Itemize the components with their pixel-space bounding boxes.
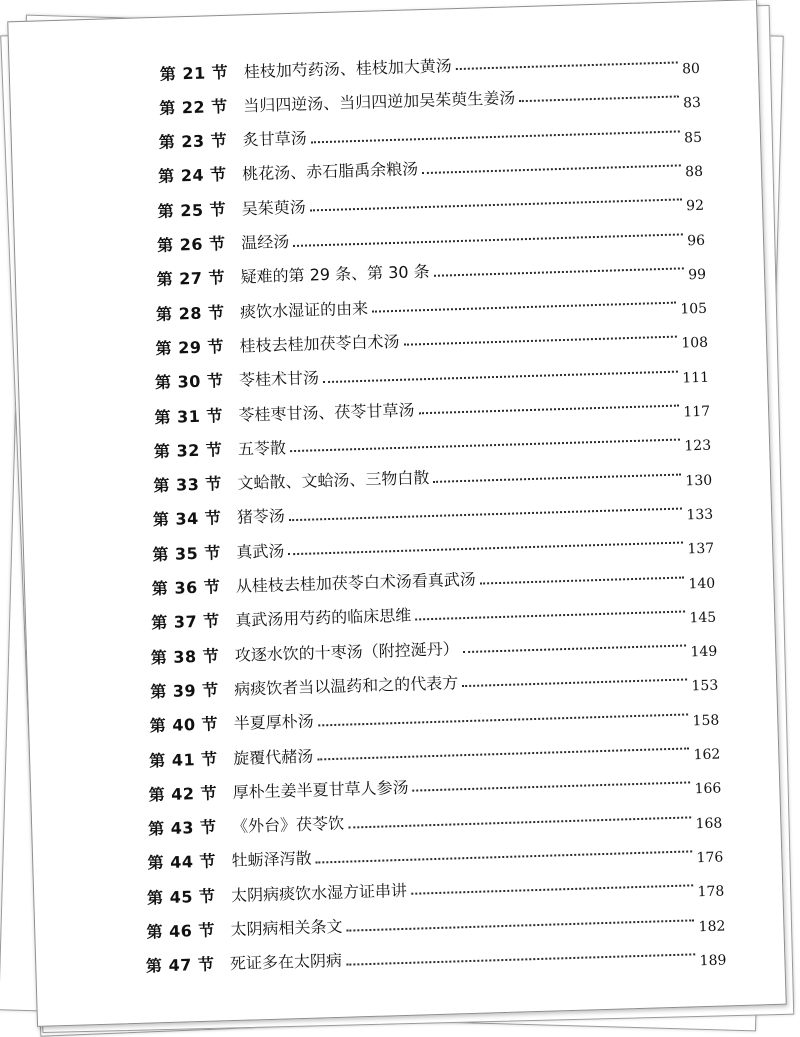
toc-section-number: 第 21 节 xyxy=(159,62,229,84)
toc-section-title: 旋覆代赭汤 xyxy=(232,746,314,768)
toc-section-title: 痰饮水湿证的由来 xyxy=(239,298,369,322)
toc-page-number: 137 xyxy=(687,540,715,558)
toc-section-title: 从桂枝去桂加茯苓白术汤看真武汤 xyxy=(235,569,477,596)
toc-section-number: 第 38 节 xyxy=(150,645,220,667)
toc-dot-leader xyxy=(290,439,680,453)
toc-page-number: 182 xyxy=(698,917,726,935)
toc-page-number: 83 xyxy=(682,95,702,112)
toc-page-number: 140 xyxy=(688,575,716,592)
toc-page-number: 105 xyxy=(680,300,708,318)
toc-dot-leader xyxy=(456,61,678,70)
toc-section-number: 第 44 节 xyxy=(147,851,217,873)
toc-section-title: 当归四逆汤、当归四逆加吴茱萸生姜汤 xyxy=(243,88,516,116)
toc-dot-leader xyxy=(404,336,678,346)
toc-dot-leader xyxy=(346,953,695,965)
toc-page-number: 178 xyxy=(697,883,725,901)
toc-dot-leader xyxy=(316,850,693,863)
toc-page-number: 149 xyxy=(690,643,718,661)
toc-dot-leader xyxy=(415,610,685,620)
toc-section-title: 攻逐水饮的十枣汤（附控涎丹） xyxy=(234,638,459,665)
toc-page-number: 166 xyxy=(694,780,722,798)
toc-section-number: 第 29 节 xyxy=(155,336,225,358)
toc-section-title: 真武汤用芍药的临床思维 xyxy=(235,605,412,631)
toc-dot-leader xyxy=(480,576,684,584)
toc-page-number: 123 xyxy=(684,437,712,455)
toc-section-title: 文蛤散、文蛤汤、三物白散 xyxy=(237,468,430,493)
toc-dot-leader xyxy=(462,679,687,688)
toc-section-number: 第 42 节 xyxy=(148,783,218,805)
toc-dot-leader xyxy=(310,199,682,212)
toc-section-title: 太阴病痰饮水湿方证串讲 xyxy=(230,880,408,905)
toc-section-title: 五苓散 xyxy=(237,438,287,459)
toc-dot-leader xyxy=(519,96,679,103)
toc-page-number: 117 xyxy=(683,403,711,421)
toc-dot-leader xyxy=(317,747,689,760)
toc-section-number: 第 45 节 xyxy=(146,886,216,908)
toc-section-number: 第 40 节 xyxy=(149,714,219,736)
toc-dot-leader xyxy=(311,130,680,143)
toc-section-number: 第 33 节 xyxy=(153,474,223,496)
toc-section-number: 第 23 节 xyxy=(158,130,228,152)
toc-section-number: 第 24 节 xyxy=(157,165,227,187)
toc-section-title: 疑难的第 29 条、第 30 条 xyxy=(240,262,430,287)
toc-dot-leader xyxy=(372,302,676,313)
toc-section-number: 第 34 节 xyxy=(152,508,222,530)
toc-section-title: 猪苓汤 xyxy=(236,506,286,528)
toc-dot-leader xyxy=(411,885,693,895)
toc-section-title: 厚朴生姜半夏甘草人参汤 xyxy=(232,777,409,802)
toc-page xyxy=(7,0,787,1027)
toc-section-number: 第 43 节 xyxy=(147,817,217,839)
toc-section-title: 《外台》茯苓饮 xyxy=(231,813,345,837)
toc-page-number: 158 xyxy=(692,712,720,730)
toc-section-number: 第 31 节 xyxy=(154,405,224,427)
toc-dot-leader xyxy=(422,164,681,174)
toc-section-number: 第 36 节 xyxy=(151,577,221,599)
toc-section-number: 第 27 节 xyxy=(156,268,226,290)
toc-section-number: 第 22 节 xyxy=(159,96,228,118)
toc-page-number: 80 xyxy=(681,60,701,78)
toc-section-title: 桂枝加芍药汤、桂枝加大黄汤 xyxy=(243,55,453,81)
toc-section-title: 太阴病相关条文 xyxy=(230,916,343,940)
toc-page-number: 168 xyxy=(695,815,723,832)
toc-page-number: 88 xyxy=(684,163,704,181)
toc-section-number: 第 26 节 xyxy=(156,233,226,255)
toc-dot-leader xyxy=(413,782,691,792)
toc-section-number: 第 46 节 xyxy=(146,920,216,942)
toc-section-title: 半夏厚朴汤 xyxy=(233,711,314,734)
toc-dot-leader xyxy=(288,542,683,556)
toc-section-number: 第 37 节 xyxy=(151,611,221,633)
toc-page-number: 130 xyxy=(685,472,713,490)
toc-dot-leader xyxy=(434,267,684,276)
toc-dot-leader xyxy=(347,919,695,931)
toc-page-number: 145 xyxy=(689,609,717,627)
toc-section-number: 第 39 节 xyxy=(150,680,219,702)
toc-page-number: 111 xyxy=(682,369,710,387)
toc-section-number: 第 32 节 xyxy=(153,439,223,461)
toc-page-number: 153 xyxy=(691,677,719,695)
toc-section-number: 第 25 节 xyxy=(157,199,227,221)
toc-section-number: 第 28 节 xyxy=(155,302,225,324)
toc-dot-leader xyxy=(433,473,681,482)
toc-section-title: 死证多在太阴病 xyxy=(229,951,343,974)
toc-section-title: 桂枝去桂加茯苓白术汤 xyxy=(239,331,400,356)
toc-section-number: 第 30 节 xyxy=(154,371,224,393)
toc-section-number: 第 47 节 xyxy=(145,954,215,976)
toc-page-number: 176 xyxy=(696,849,724,867)
toc-dot-leader xyxy=(419,405,680,415)
toc-section-title: 病痰饮者当以温药和之的代表方 xyxy=(233,673,459,699)
toc-page-number: 133 xyxy=(686,506,714,524)
toc-dot-leader xyxy=(348,816,691,828)
toc-section-number: 第 41 节 xyxy=(148,748,218,770)
toc-section-title: 炙甘草汤 xyxy=(242,128,308,150)
toc-dot-leader xyxy=(289,507,682,521)
toc-section-title: 吴茱萸汤 xyxy=(241,197,306,219)
toc-section-title: 苓桂术甘汤 xyxy=(238,368,320,390)
toc-section-title: 真武汤 xyxy=(236,541,285,562)
toc-page-number: 96 xyxy=(686,232,706,249)
toc-page-number: 99 xyxy=(687,266,707,284)
toc-page-number: 189 xyxy=(699,952,727,970)
toc-page-number: 108 xyxy=(681,335,709,352)
toc-dot-leader xyxy=(293,233,683,247)
toc-dot-leader xyxy=(323,370,678,383)
toc-section-title: 牡蛎泽泻散 xyxy=(231,849,312,871)
toc-page-number: 92 xyxy=(685,197,705,215)
toc-page-number: 85 xyxy=(683,129,703,146)
toc-section-title: 温经汤 xyxy=(240,232,290,253)
toc-dot-leader xyxy=(463,645,687,654)
toc-section-title: 苓桂枣甘汤、茯苓甘草汤 xyxy=(238,399,415,425)
toc-page-number: 162 xyxy=(693,746,721,764)
toc-list xyxy=(8,0,756,976)
toc-section-title: 桃花汤、赤石脂禹余粮汤 xyxy=(241,159,419,184)
toc-dot-leader xyxy=(318,713,689,726)
toc-section-number: 第 35 节 xyxy=(152,542,222,564)
